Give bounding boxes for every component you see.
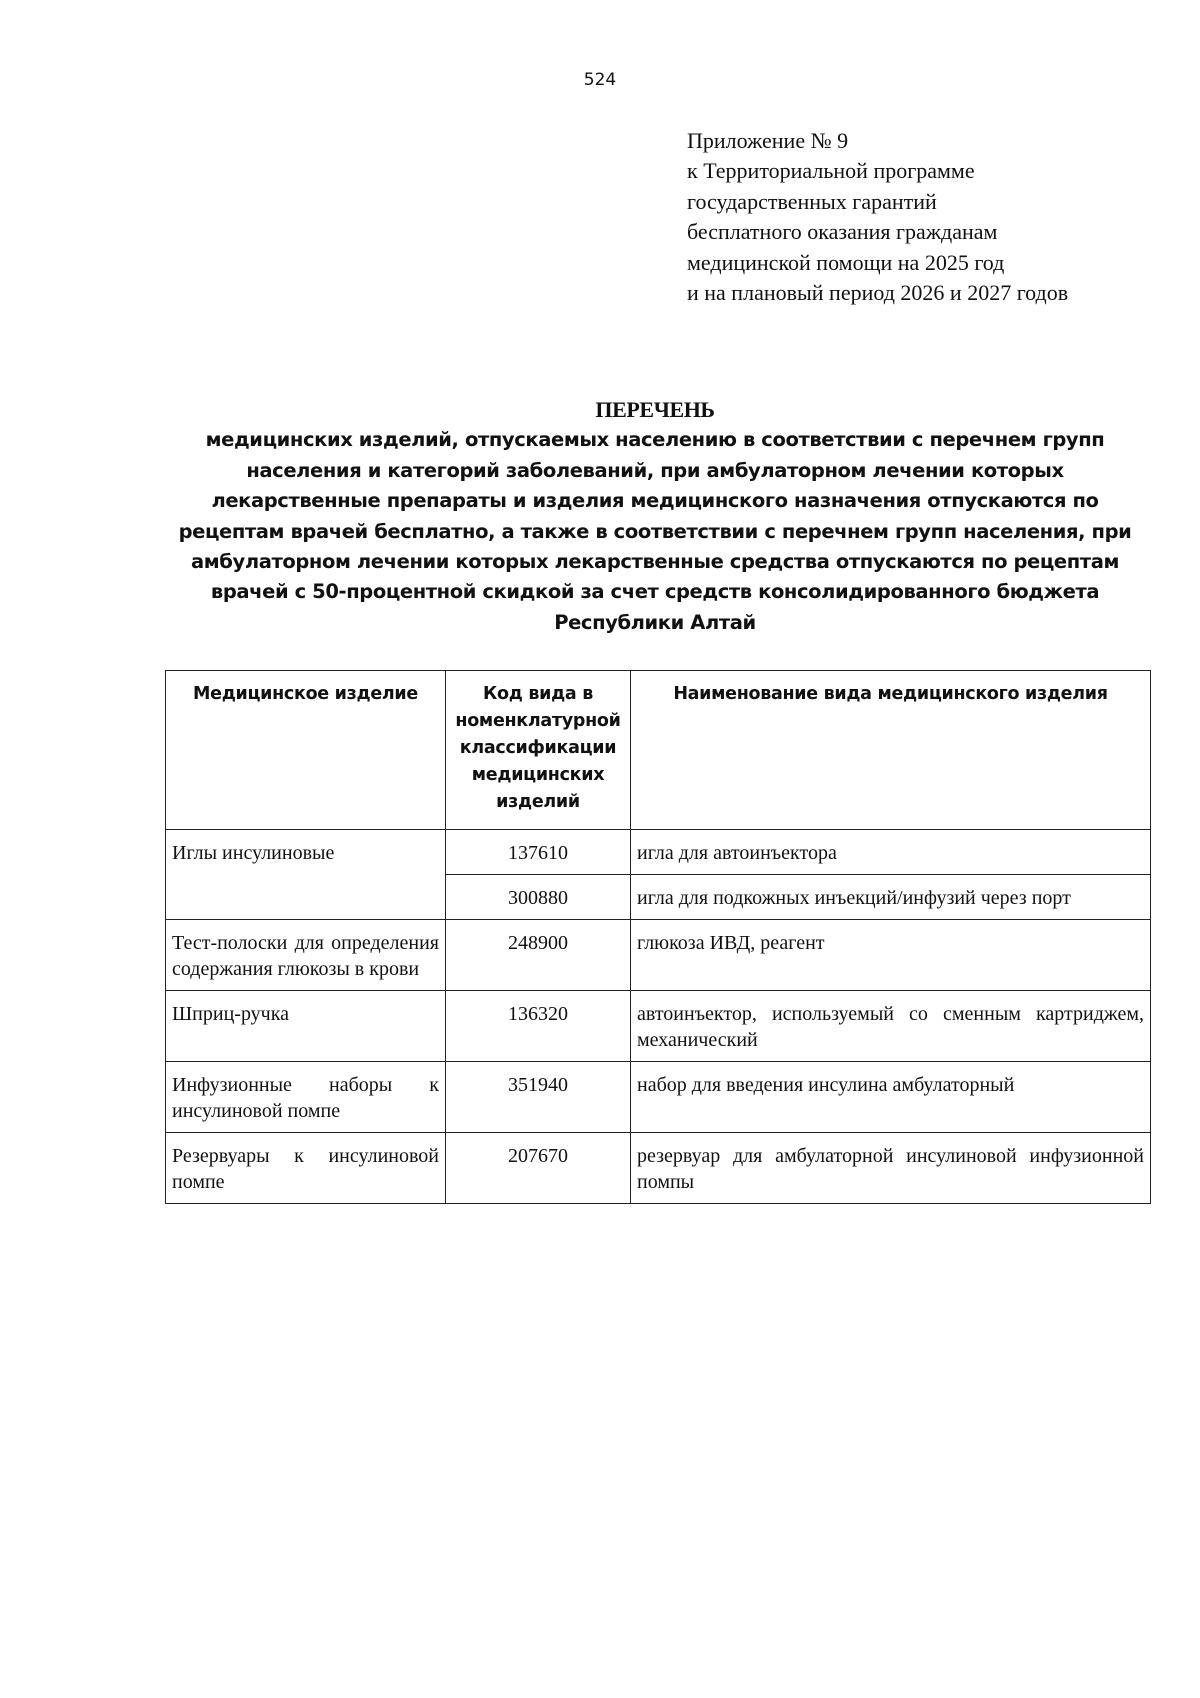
- table-row: [166, 830, 1151, 875]
- appendix-line: бесплатного оказания гражданам: [687, 219, 998, 245]
- kind-cell: глюкоза ИВД, реагент: [631, 920, 1151, 991]
- code-cell: 207670: [446, 1133, 631, 1204]
- device-cell: Тест-полоски для определения содержания глюкозы в крови: [166, 920, 446, 991]
- code-cell: 351940: [446, 1062, 631, 1133]
- appendix-line: государственных гарантий: [687, 188, 937, 214]
- kind-cell: набор для введения инсулина амбулаторный: [631, 1062, 1151, 1133]
- device-cell: Инфузионные наборы к инсулиновой помпе: [166, 1062, 446, 1133]
- kind-cell: резервуар для амбулаторной инсулиновой инфузионной помпы: [631, 1133, 1151, 1204]
- kind-cell: автоинъектор, используемый со сменным картриджем, механический: [631, 991, 1151, 1062]
- heading-line: амбулаторном лечении которых лекарственные средства отпускаются по рецептам: [191, 550, 1119, 574]
- device-cell: Шприц-ручка: [166, 991, 446, 1062]
- heading-line: Республики Алтай: [554, 610, 756, 634]
- column-header-code: Код вида в номенклатурной классификации медицинских изделий: [446, 671, 631, 830]
- heading-line: лекарственные препараты и изделия медицинского назначения отпускаются по: [211, 489, 1099, 513]
- heading-line: населения и категорий заболеваний, при амбулаторном лечении которых: [246, 458, 1064, 482]
- table-header-row: [166, 671, 1151, 830]
- document-title: ПЕРЕЧЕНЬ: [595, 397, 715, 422]
- heading-line: медицинских изделий, отпускаемых населению в соответствии с перечнем групп: [205, 428, 1105, 452]
- device-cell: Резервуары к инсулиновой помпе: [166, 1133, 446, 1204]
- table-row: [166, 920, 1151, 991]
- heading-line: рецептам врачей бесплатно, а также в соответствии с перечнем групп населения, при: [178, 519, 1132, 543]
- page-number: 524: [583, 70, 617, 90]
- appendix-reference: [687, 126, 1167, 308]
- table-row: [166, 991, 1151, 1062]
- table-row: [166, 1062, 1151, 1133]
- heading-line: врачей с 50-процентной скидкой за счет средств консолидированного бюджета: [210, 580, 1100, 604]
- appendix-line: медицинской помощи на 2025 год: [687, 249, 1005, 275]
- appendix-line: к Территориальной программе: [687, 158, 975, 184]
- code-cell: 300880: [446, 875, 631, 920]
- document-heading: [130, 395, 1180, 638]
- column-header-device: Медицинское изделие: [166, 671, 446, 830]
- kind-cell: игла для подкожных инъекций/инфузий через порт: [631, 875, 1151, 920]
- medical-devices-table: [165, 670, 1151, 1204]
- table-row: [166, 1133, 1151, 1204]
- column-header-kind: Наименование вида медицинского изделия: [631, 671, 1151, 830]
- code-cell: 137610: [446, 830, 631, 875]
- code-cell: 136320: [446, 991, 631, 1062]
- appendix-line: и на плановый период 2026 и 2027 годов: [687, 280, 1069, 306]
- appendix-line: Приложение № 9: [687, 128, 849, 153]
- code-cell: 248900: [446, 920, 631, 991]
- device-cell: Иглы инсулиновые: [166, 830, 446, 920]
- kind-cell: игла для автоинъектора: [631, 830, 1151, 875]
